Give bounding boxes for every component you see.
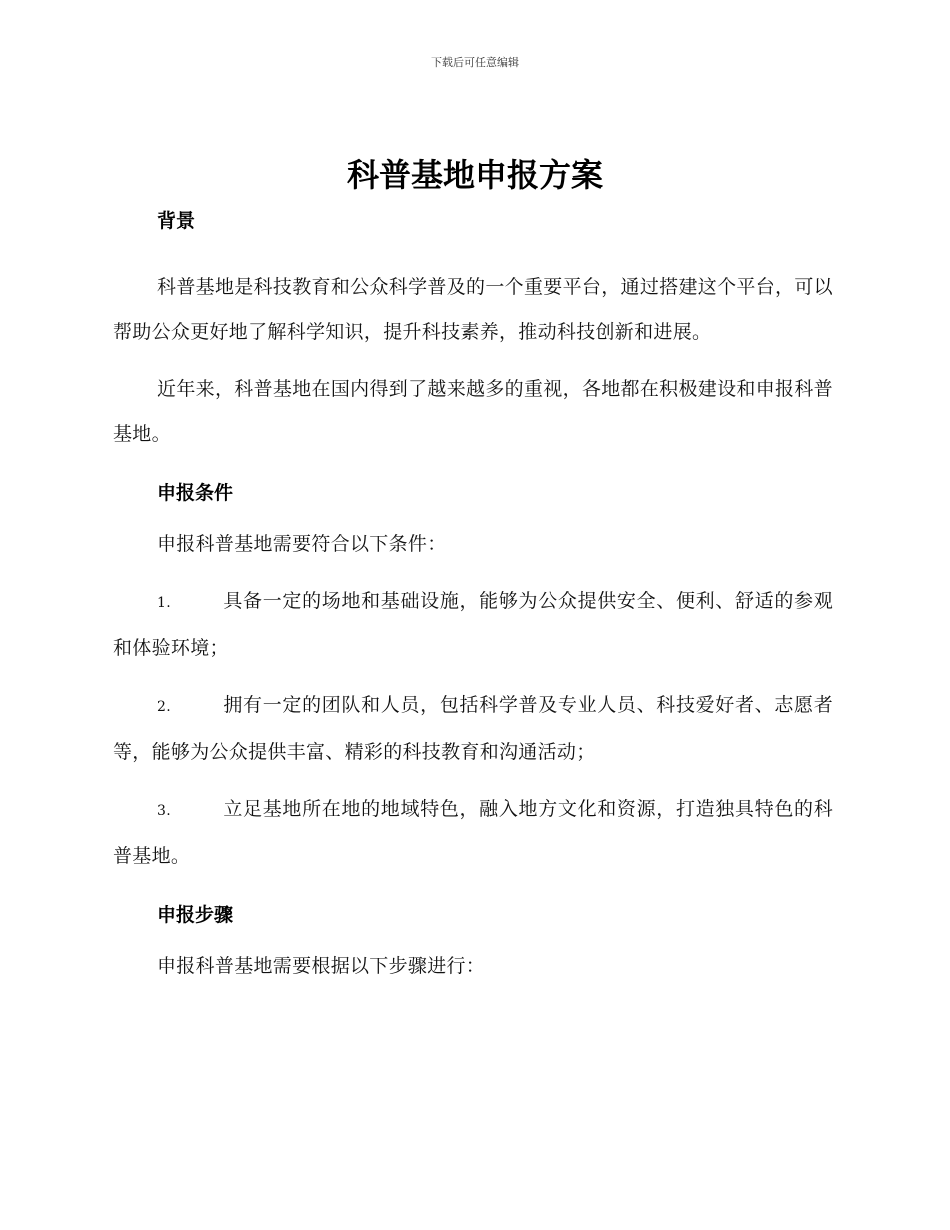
section-heading-background: 背景 [157,210,196,232]
paragraph-steps-intro: 申报科普基地需要根据以下步骤进行： [157,955,486,977]
document-body [113,200,833,989]
section-heading-conditions: 申报条件 [157,482,234,504]
section-heading-steps: 申报步骤 [157,904,234,926]
list-item [113,787,833,879]
list-number: 2. [157,699,171,715]
paragraph-background-2: 近年来，科普基地在国内得到了越来越多的重视，各地都在积极建设和申报科普基地。 [113,378,833,445]
paragraph-conditions-intro: 申报科普基地需要符合以下条件： [157,533,447,555]
header-note: 下载后可任意编辑 [431,56,519,69]
list-item-text: 具备一定的场地和基础设施，能够为公众提供安全、便利、舒适的参观和体验环境； [113,590,833,659]
paragraph-background-1: 科普基地是科技教育和公众科学普及的一个重要平台，通过搭建这个平台，可以帮助公众更好地了解科学知识，提升科技素养，推动科技创新和进展。 [113,276,833,343]
document-title: 科普基地申报方案 [346,156,603,194]
list-item-text: 拥有一定的团队和人员，包括科学普及专业人员、科技爱好者、志愿者等，能够为公众提供丰富、精彩的科技教育和沟通活动； [113,694,833,763]
list-number: 1. [157,595,171,611]
list-item [113,683,833,775]
list-item-text: 立足基地所在地的地域特色，融入地方文化和资源，打造独具特色的科普基地。 [113,798,833,867]
list-number: 3. [157,803,171,819]
list-item [113,579,833,671]
